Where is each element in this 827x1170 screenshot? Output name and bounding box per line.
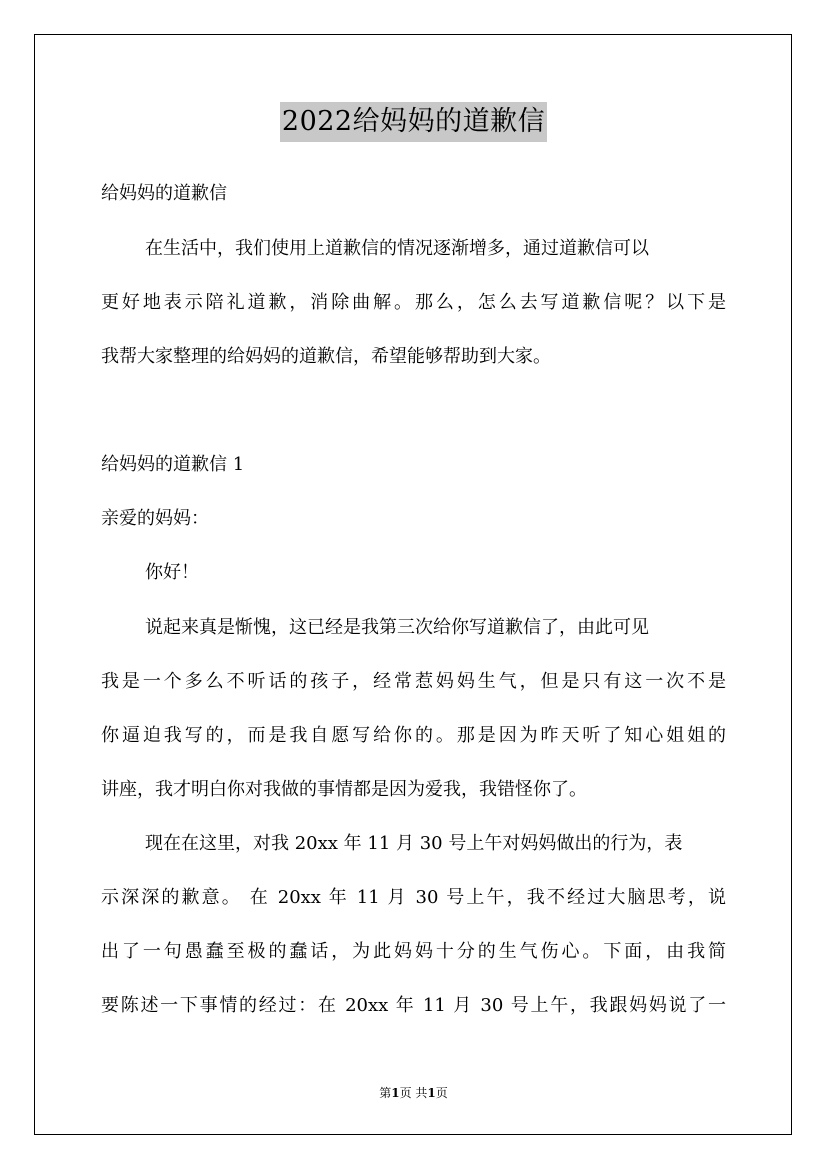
greeting: 你好！: [145, 562, 199, 583]
document-subtitle: 给妈妈的道歉信: [101, 183, 227, 204]
title-container: [0, 102, 827, 142]
page-mid: 页 共: [399, 1086, 428, 1100]
page-total: 1: [427, 1086, 436, 1100]
paragraph1-line-3: 你逼迫我写的，而是我自愿写给你的。那是因为昨天听了知心姐姐的: [101, 725, 726, 746]
document-title: 2022给妈妈的道歉信: [280, 102, 547, 142]
page-footer: [0, 1085, 827, 1101]
paragraph1-line-4: 讲座，我才明白你对我做的事情都是因为爱我，我错怪你了。: [101, 779, 587, 800]
page-current: 1: [391, 1086, 400, 1100]
intro-line-3: 我帮大家整理的给妈妈的道歉信，希望能够帮助到大家。: [101, 346, 551, 367]
salutation: 亲爱的妈妈：: [101, 508, 209, 529]
intro-line-2: 更好地表示陪礼道歉，消除曲解。那么，怎么去写道歉信呢？以下是: [101, 292, 726, 313]
paragraph2-line-1: 现在在这里，对我 20xx 年 11 月 30 号上午对妈妈做出的行为，表: [145, 833, 683, 854]
paragraph2-line-4: 要陈述一下事情的经过：在 20xx 年 11 月 30 号上午，我跟妈妈说了一: [101, 995, 726, 1016]
page-prefix: 第: [379, 1086, 392, 1100]
paragraph2-line-3: 出了一句愚蠢至极的蠢话，为此妈妈十分的生气伤心。下面，由我简: [101, 941, 726, 962]
section-heading: 给妈妈的道歉信 1: [101, 454, 245, 475]
page-suffix: 页: [435, 1086, 448, 1100]
paragraph2-line-2: 示深深的歉意。 在 20xx 年 11 月 30 号上午，我不经过大脑思考，说: [101, 887, 726, 908]
paragraph1-line-2: 我是一个多么不听话的孩子，经常惹妈妈生气，但是只有这一次不是: [101, 671, 726, 692]
paragraph1-line-1: 说起来真是惭愧，这已经是我第三次给你写道歉信了，由此可见: [145, 617, 649, 638]
intro-line-1: 在生活中，我们使用上道歉信的情况逐渐增多，通过道歉信可以: [145, 238, 649, 259]
